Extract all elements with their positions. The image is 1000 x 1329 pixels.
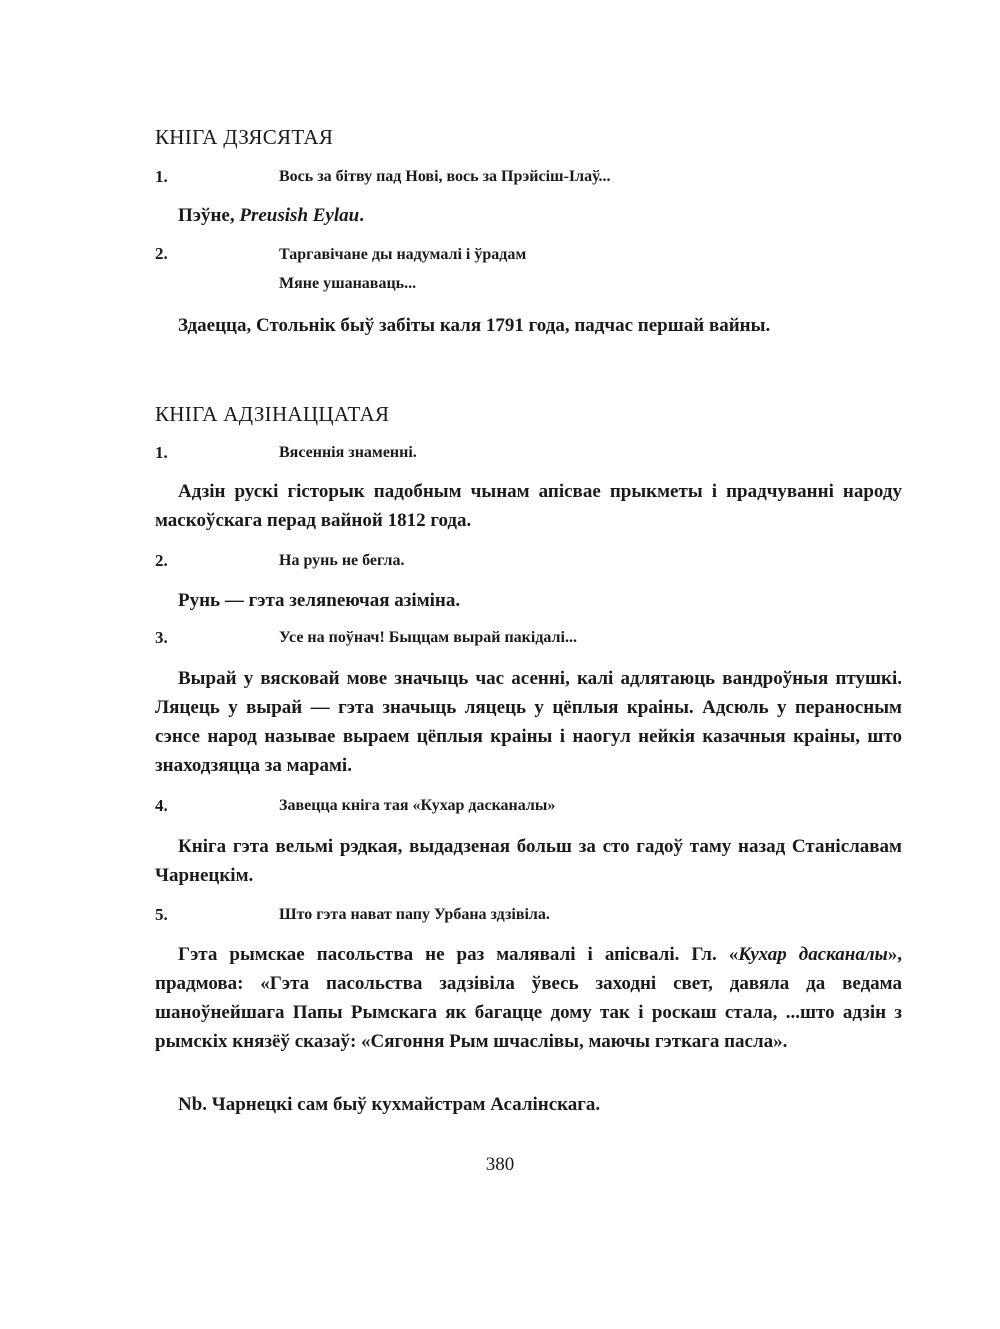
note-nb: Nb. Чарнецкі сам быў кухмайстрам Асалінскага. — [178, 1094, 601, 1115]
note-number: 4. — [155, 796, 168, 815]
note-comment: Кніга гэта вельмі рэдкая, выдадзеная больш за сто гадоў таму назад Станіславам Чарнецкім. — [155, 836, 902, 886]
note-number: 5. — [155, 905, 168, 924]
comment-italic: Preusish Eylau — [239, 205, 360, 226]
page-number: 380 — [485, 1154, 515, 1175]
note-number: 1. — [155, 443, 168, 462]
note-quote: Што гэта нават папу Урбана здзівіла. — [279, 906, 550, 923]
note-quote: Усе на поўнач! Быццам вырай пакідалі... — [279, 629, 577, 646]
note-quote: Вясеннія знаменні. — [279, 444, 417, 461]
note-quote: Завецца кніга тая «Кухар дасканалы» — [279, 797, 556, 814]
note-number: 2. — [155, 244, 168, 263]
note-quote: На рунь не бегла. — [279, 552, 405, 569]
note-comment: Вырай у вясковай мове значыць час асенні, калі адлятаюць вандроўныя птушкі. Ляцець у вырай — гэта значыць ляцець у цёплыя краіны. Адсюль у пераносным сэнсе народ называе выраем цёплыя краіны і наогул нейкія казачныя краіны, што знаходзяцца за марамі. — [155, 668, 902, 776]
section-heading: КНІГА АДЗІНАЦЦАТАЯ — [155, 402, 390, 426]
comment-text: . — [359, 205, 364, 226]
note-comment — [155, 940, 902, 1056]
section-heading: КНІГА ДЗЯСЯТАЯ — [155, 125, 334, 149]
note-comment — [155, 201, 902, 230]
comment-text: Пэўне, — [178, 205, 240, 226]
note-number: 2. — [155, 551, 168, 570]
note-number: 3. — [155, 628, 168, 647]
comment-italic: Кухар дасканалы — [738, 944, 888, 965]
note-quote: Вось за бітву пад Нові, вось за Прэйсіш-Ілаў... — [279, 168, 611, 185]
note-comment: Адзін рускі гісторык падобным чынам апісвае прыкметы і прадчуванні народу маскоўскага перад вайной 1812 года. — [155, 481, 902, 531]
note-comment: Рунь — гэта зеляneючая азіміна. — [178, 590, 461, 611]
note-quote: Мяне ушанаваць... — [279, 275, 417, 292]
note-quote: Таргавічане ды надумалі і ўрадам — [279, 246, 527, 263]
comment-text: », прадмова: «Гэта пасольства задзівіла ўвесь заходні свет, давяла да ведама шаноўнейшага Папы Рымскага як багацце дому так і роскаш стала, ...што адзін з рымскіх князёў сказаў: «Сягоння Рым шчаслівы, маючы гэткага пасла». — [155, 944, 903, 1052]
note-number: 1. — [155, 167, 168, 186]
comment-text: Гэта рымскае пасольства не раз малявалі і апісвалі. Гл. « — [178, 944, 739, 965]
note-comment: Здаецца, Стольнік быў забіты каля 1791 года, падчас першай вайны. — [178, 315, 771, 336]
